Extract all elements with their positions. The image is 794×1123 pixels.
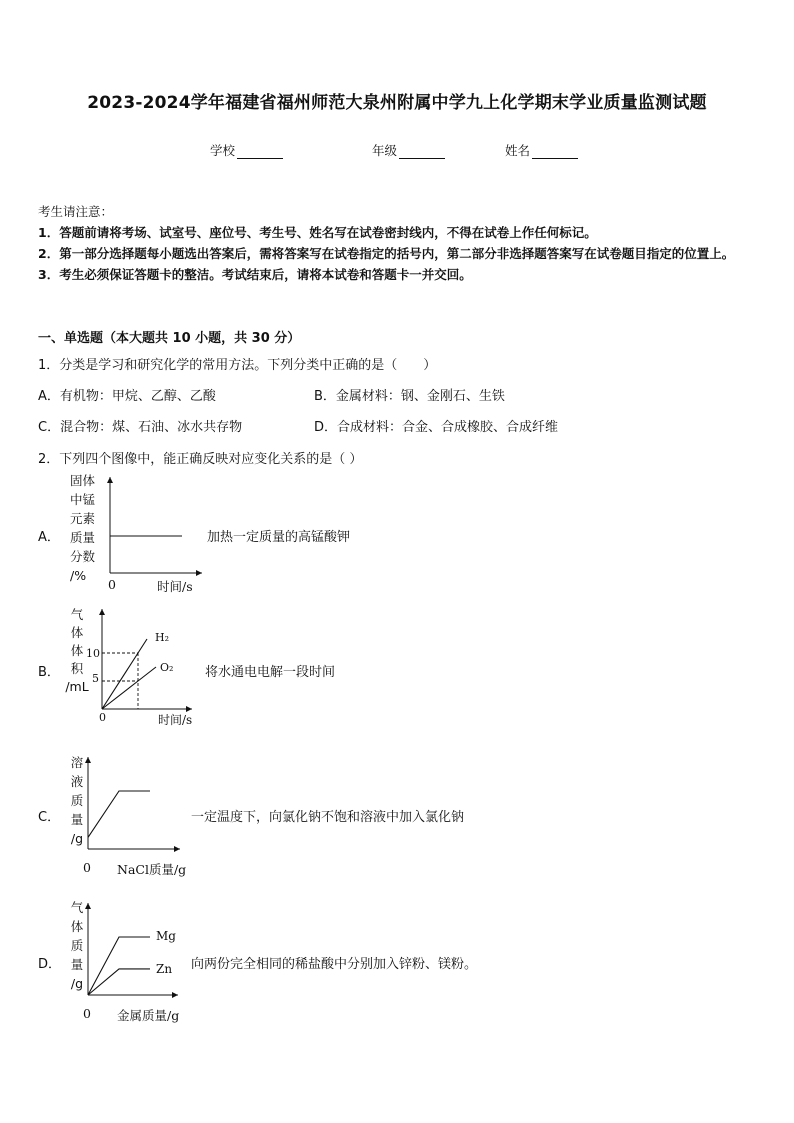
q2-d-series-zn: Zn: [156, 962, 173, 976]
q2-option-d-letter[interactable]: D．: [38, 957, 62, 972]
grade-label: 年级: [372, 143, 398, 158]
q2-d-series-mg: Mg: [156, 929, 176, 943]
q2-a-description: 加热一定质量的高锰酸钾: [207, 530, 351, 545]
axis-label: 分数: [70, 549, 96, 564]
notice-item: 2．第一部分选择题每小题选出答案后，需将答案写在试卷指定的括号内，第二部分非选择题答案写在试卷题目指定的位置上。: [38, 246, 735, 261]
notice-item: 1．答题前请将考场、试室号、座位号、考生号、姓名写在试卷密封线内，不得在试卷上作任何标记。: [38, 225, 597, 240]
q2-a-origin: 0: [108, 577, 116, 592]
q2-d-origin: 0: [83, 1006, 91, 1021]
axis-label: 积: [70, 661, 84, 676]
graph-b-line-h2: [102, 639, 147, 709]
q2-c-xlabel: NaCl质量/g: [117, 862, 187, 877]
graph-d-line-zn: [88, 969, 150, 995]
axis-label: /g: [70, 831, 84, 846]
graph-a-x-arrow: [196, 570, 202, 576]
q2-d-description: 向两份完全相同的稀盐酸中分别加入锌粉、镁粉。: [191, 957, 478, 972]
q2-b-series-h2: H₂: [155, 631, 170, 644]
q2-c-origin: 0: [83, 860, 91, 875]
axis-label: 液: [70, 774, 84, 789]
graph-a-y-arrow: [107, 477, 113, 483]
q1-option-c[interactable]: C．混合物：煤、石油、冰水共存物: [38, 420, 243, 435]
axis-label: 体: [70, 625, 84, 640]
name-label: 姓名: [505, 143, 531, 158]
q2-b-tick-5: 5: [92, 672, 99, 685]
axis-label: 量: [70, 812, 84, 827]
axis-label: 质: [70, 793, 84, 808]
section-heading: 一、单选题（本大题共 10 小题，共 30 分）: [38, 331, 301, 346]
page-title: 2023-2024学年福建省福州师范大泉州附属中学九上化学期末学业质量监测试题: [87, 93, 707, 113]
q2-stem: 2．下列四个图像中，能正确反映对应变化关系的是（ ）: [38, 452, 363, 467]
q1-stem: 1．分类是学习和研究化学的常用方法。下列分类中正确的是（ ）: [38, 358, 437, 373]
axis-label: 溶: [70, 755, 84, 770]
graph-d-y-arrow: [85, 903, 91, 909]
axis-label: 中锰: [70, 492, 96, 507]
graph-d-x-arrow: [172, 992, 178, 998]
q2-option-c-letter[interactable]: C．: [38, 810, 61, 825]
graph-b-line-o2: [102, 667, 156, 709]
graph-b-y-arrow: [99, 609, 105, 615]
notice-heading: 考生请注意：: [38, 204, 114, 219]
graph-c-line: [88, 791, 150, 837]
q1-option-b[interactable]: B．金属材料：钢、金刚石、生铁: [314, 389, 505, 404]
school-label: 学校: [210, 143, 236, 158]
axis-label: 气: [70, 900, 84, 915]
q1-option-a[interactable]: A．有机物：甲烷、乙醇、乙酸: [38, 389, 216, 404]
axis-label: 体: [70, 919, 84, 934]
graph-d-line-mg: [88, 937, 150, 995]
axis-label: /mL: [65, 679, 89, 694]
q2-b-tick-10: 10: [86, 647, 100, 660]
q1-option-d[interactable]: D．合成材料：合金、合成橡胶、合成纤维: [314, 420, 559, 435]
q2-b-series-o2: O₂: [160, 661, 174, 674]
axis-label: 量: [70, 957, 84, 972]
axis-label: 质: [70, 938, 84, 953]
axis-label: 质量: [70, 530, 96, 545]
q2-c-description: 一定温度下，向氯化钠不饱和溶液中加入氯化钠: [191, 810, 465, 825]
axis-label: 元素: [70, 511, 96, 526]
graph-c-x-arrow: [174, 846, 180, 852]
axis-label: /g: [70, 976, 84, 991]
graph-c-y-arrow: [85, 757, 91, 763]
q2-a-xlabel: 时间/s: [157, 579, 193, 594]
axis-label: 固体: [70, 473, 96, 488]
q2-option-a-letter[interactable]: A．: [38, 530, 60, 545]
axis-label: /%: [70, 568, 87, 583]
q2-b-description: 将水通电电解一段时间: [205, 665, 336, 680]
graph-b-x-arrow: [186, 706, 192, 712]
axis-label: 气: [70, 607, 84, 622]
q2-b-xlabel: 时间/s: [158, 713, 193, 727]
notice-item: 3．考生必须保证答题卡的整洁。考试结束后，请将本试卷和答题卡一并交回。: [38, 267, 472, 282]
q2-d-xlabel: 金属质量/g: [117, 1008, 180, 1023]
q2-option-b-letter[interactable]: B．: [38, 665, 60, 680]
axis-label: 体: [70, 643, 84, 658]
q2-b-origin: 0: [99, 711, 106, 724]
